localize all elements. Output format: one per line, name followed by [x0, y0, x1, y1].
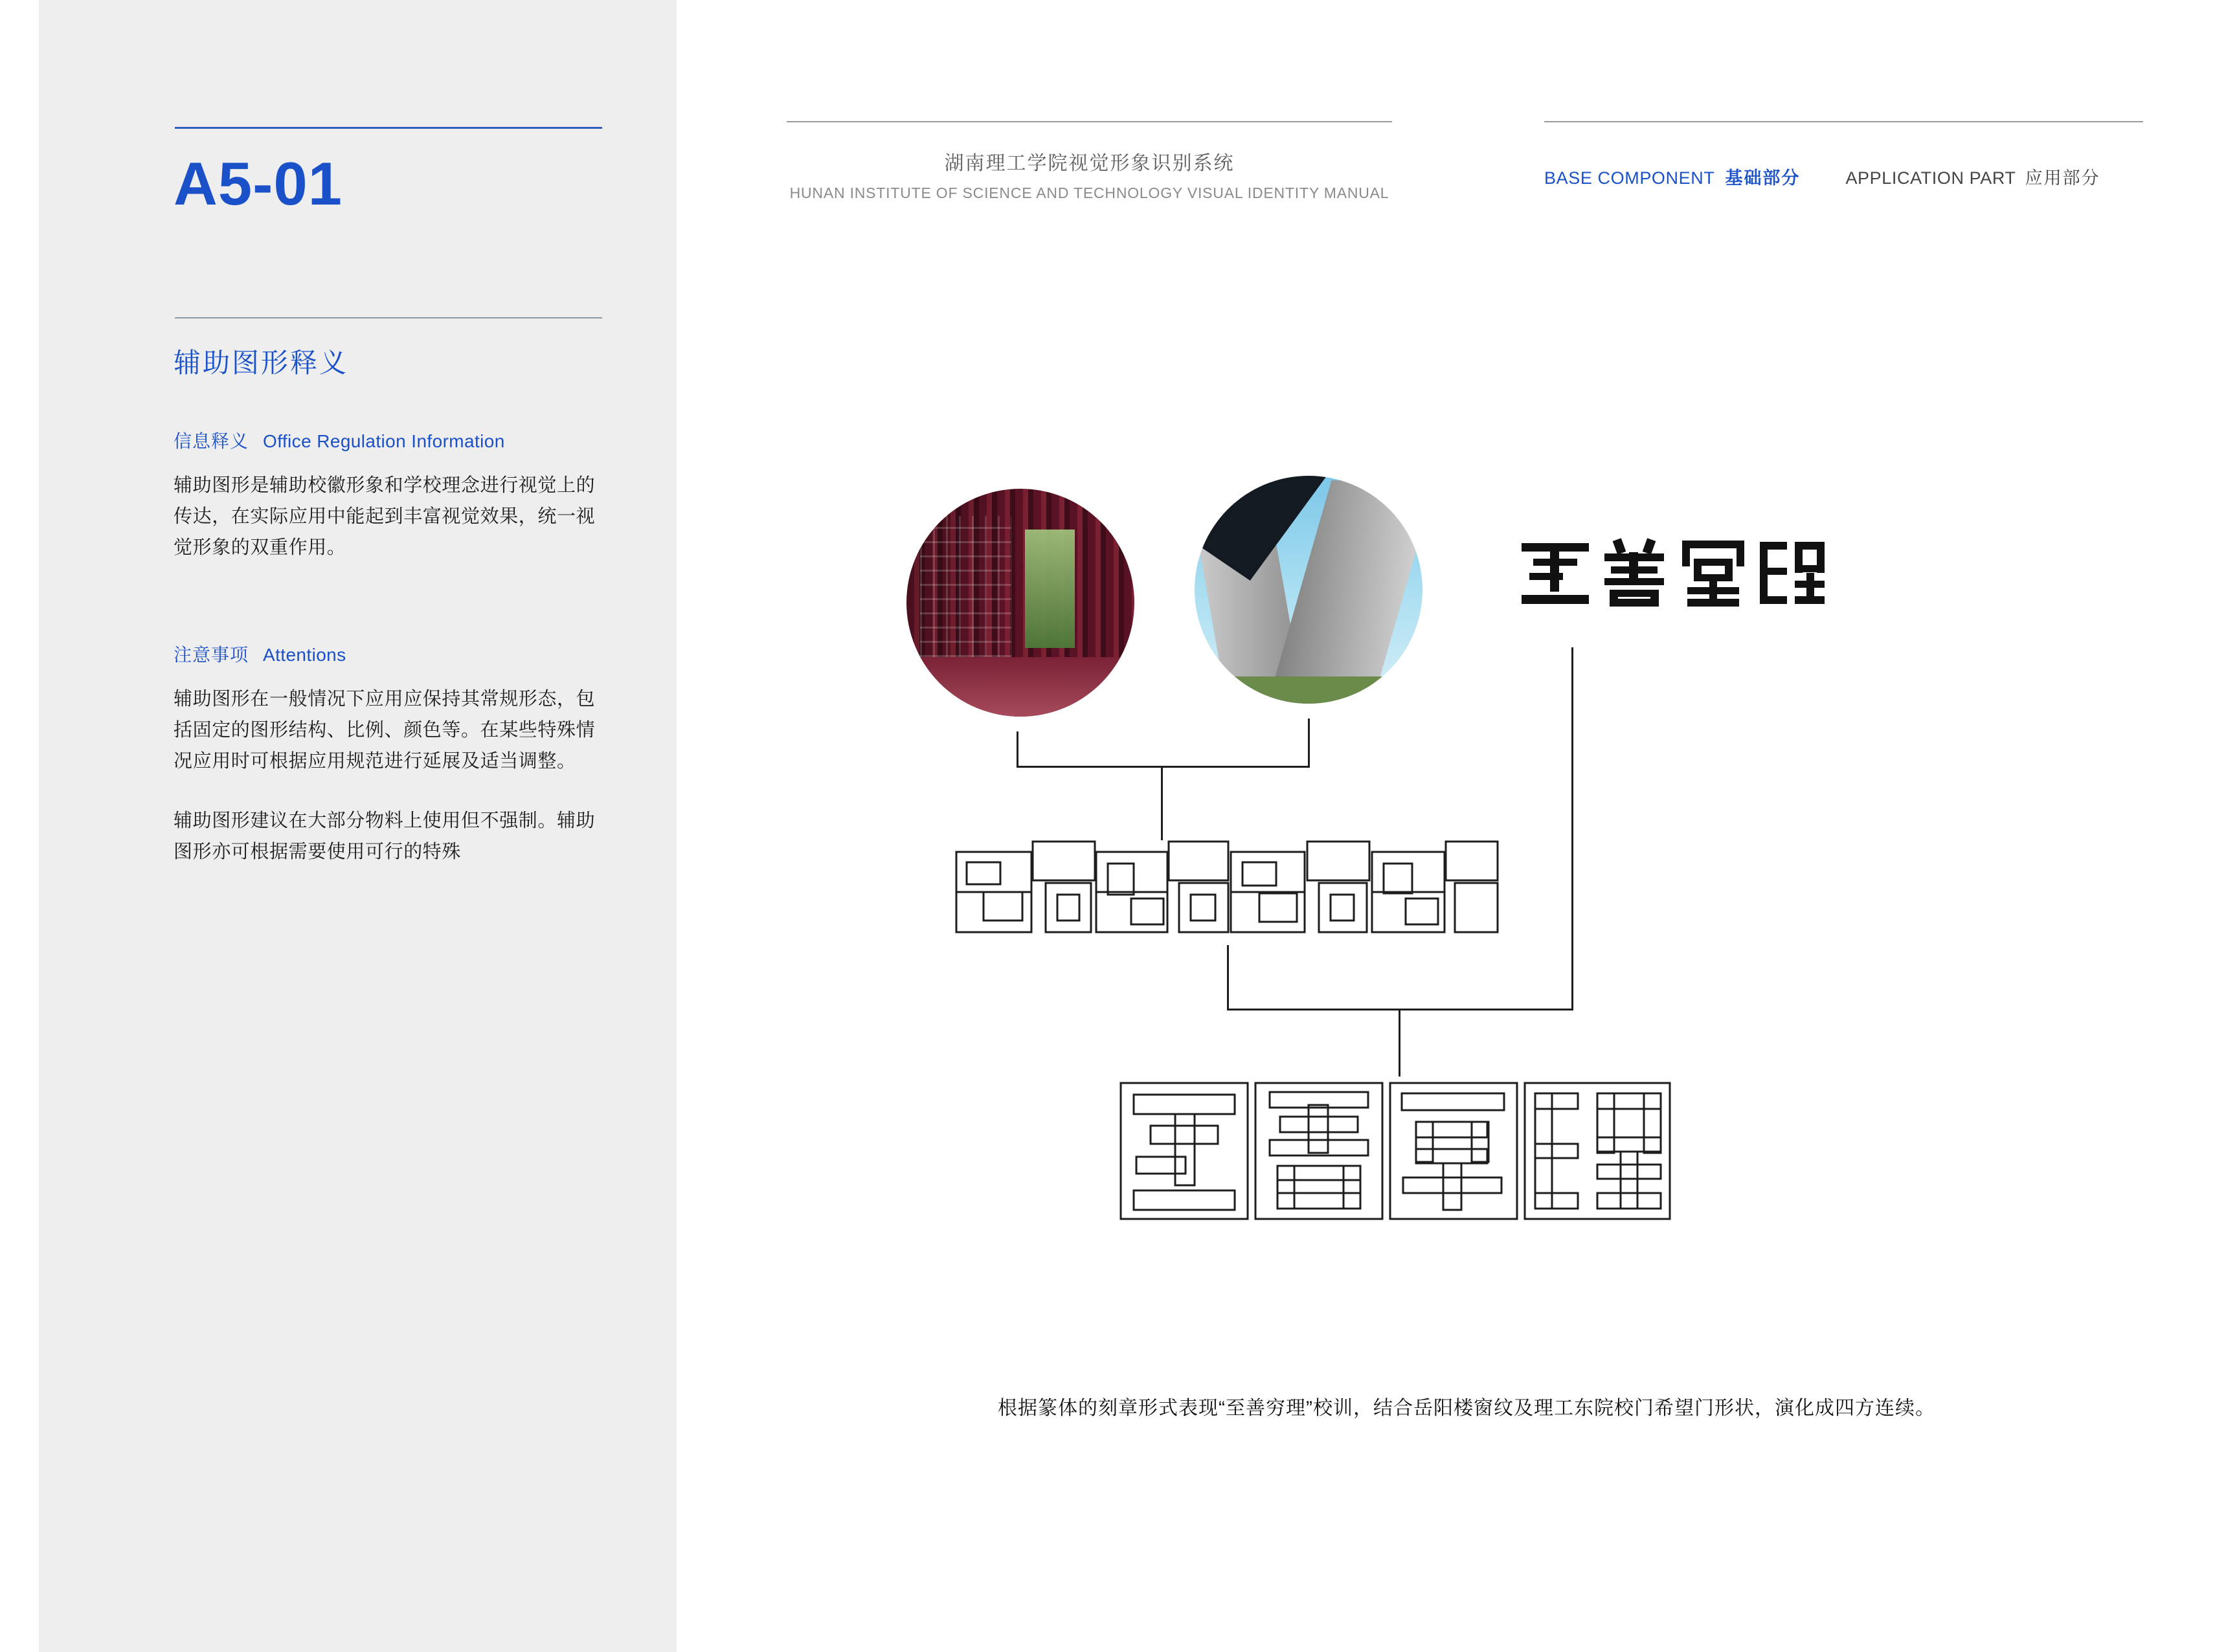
section-tabs	[1544, 133, 2143, 189]
seal-svg	[1117, 1077, 1674, 1225]
tab-base-component[interactable]	[1544, 164, 1800, 189]
attentions-block-body-2: 辅助图形建议在大部分物料上使用但不强制。辅助图形亦可根据需要使用可行的特殊	[174, 810, 596, 862]
lattice-texture	[920, 516, 1011, 657]
sidebar-panel	[39, 0, 677, 1652]
page-title: 辅助图形释义	[174, 348, 349, 378]
info-block-heading-en: Office Regulation Information	[263, 431, 505, 451]
sidebar-second-rule	[175, 317, 602, 318]
tab-base-component-cn: 基础部分	[1725, 168, 1801, 188]
tab-application-part-cn: 应用部分	[2025, 168, 2100, 188]
attentions-block-heading	[174, 641, 614, 667]
tab-base-component-en: BASE COMPONENT	[1544, 168, 1715, 188]
manual-title-cn: 湖南理工学院视觉形象识别系统	[944, 153, 1235, 174]
page-code: A5-01	[174, 150, 343, 218]
diagram-caption: 根据篆体的刻章形式表现“至善穷理”校训，结合岳阳楼窗纹及理工东院校门希望门形状，演化成四方连续。	[998, 1398, 1935, 1419]
attentions-block	[174, 641, 614, 867]
manual-title-en: HUNAN INSTITUTE OF SCIENCE AND TECHNOLOGY VISUAL IDENTITY MANUAL	[789, 184, 1389, 201]
seal-outline-zhishan-qiongli	[1117, 1077, 1674, 1225]
manual-title-group	[787, 133, 1392, 202]
wordmark-glyph-shan	[1601, 539, 1668, 607]
east-campus-gate-photo	[1195, 476, 1422, 704]
info-block	[174, 427, 614, 563]
attentions-heading-en: Attentions	[263, 645, 346, 665]
tab-application-part[interactable]	[1845, 164, 2100, 189]
doorway-opening	[1025, 530, 1075, 648]
attentions-block-body: 辅助图形在一般情况下应用应保持其常规形态，包括固定的图形结构、比例、颜色等。在某些特殊情况应用时可根据应用规范进行延展及适当调整。	[174, 689, 596, 772]
wordmark-glyph-li	[1759, 539, 1826, 607]
info-block-heading-cn: 信息释义	[174, 431, 249, 451]
pattern-svg	[955, 840, 1499, 944]
gate-ground	[1195, 676, 1422, 704]
corridor-floor	[906, 657, 1134, 717]
wordmark-zhishan-qiongli	[1518, 531, 1829, 615]
info-block-body: 辅助图形是辅助校徽形象和学校理念进行视觉上的传达，在实际应用中能起到丰富视觉效果，统一视觉形象的双重作用。	[174, 475, 596, 558]
yueyang-tower-window-lattice-photo	[906, 489, 1134, 717]
wordmark-glyph-qiong	[1680, 539, 1747, 607]
info-block-heading	[174, 427, 614, 453]
wordmark-glyph-zhi	[1522, 539, 1589, 607]
pattern-four-way-continuous	[955, 840, 1499, 944]
header-center-rule	[787, 121, 1392, 122]
tab-application-part-en: APPLICATION PART	[1845, 168, 2016, 188]
attentions-heading-cn: 注意事项	[174, 645, 249, 665]
graphic-derivation-diagram	[787, 453, 2146, 1424]
header-right-rule	[1544, 121, 2143, 122]
sidebar-top-rule	[175, 127, 602, 129]
